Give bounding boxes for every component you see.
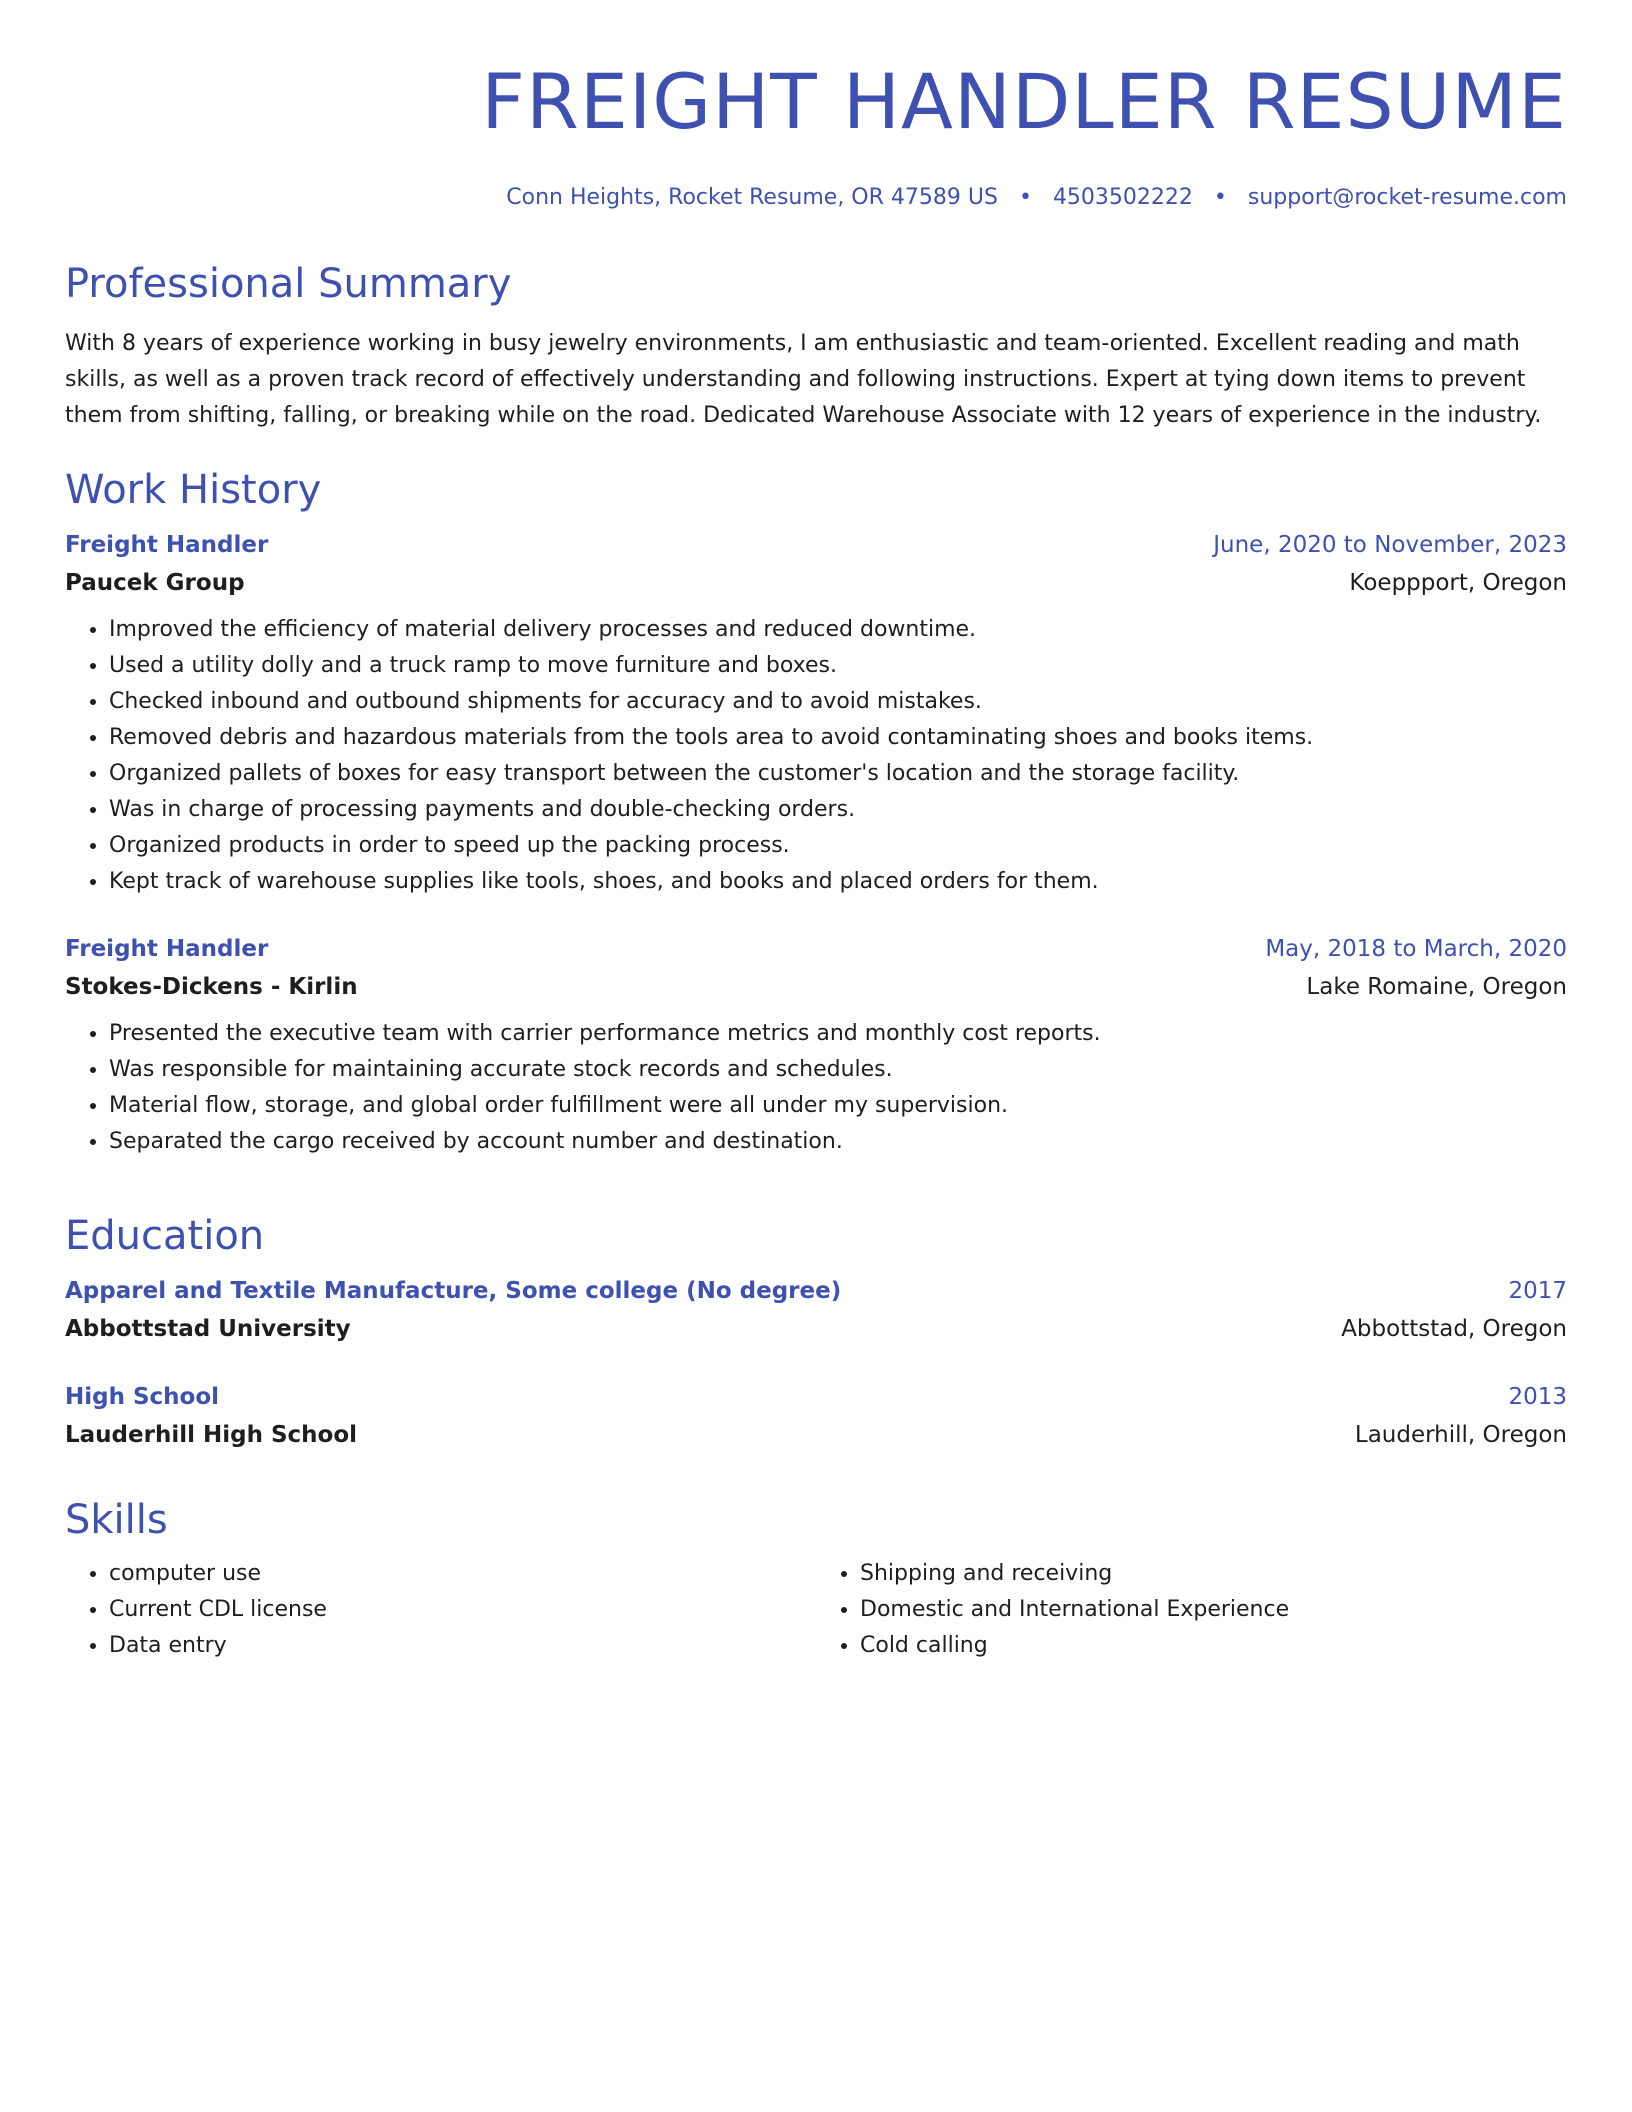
- skills-section: [65, 1494, 1567, 1664]
- education-entry: [65, 1272, 1567, 1348]
- education-location: Lauderhill, Oregon: [1354, 1422, 1567, 1448]
- contact-phone: 4503502222: [1052, 185, 1193, 210]
- education-year: 2013: [1508, 1384, 1567, 1410]
- education-year: 2017: [1508, 1278, 1567, 1304]
- education-location: Abbottstad, Oregon: [1341, 1316, 1567, 1342]
- job-title: Freight Handler: [65, 936, 269, 962]
- skills-list-left: [65, 1556, 816, 1664]
- resume-title: FREIGHT HANDLER RESUME: [481, 57, 1567, 146]
- skill-item: • Cold calling: [860, 1628, 1567, 1664]
- job-bullet: • Organized products in order to speed up the packing process.: [109, 828, 1567, 864]
- skills-heading: Skills: [65, 1497, 168, 1543]
- skill-item: • Shipping and receiving: [860, 1556, 1567, 1592]
- job-bullet: • Separated the cargo received by account number and destination.: [109, 1124, 1567, 1160]
- job-entry: [65, 930, 1567, 1160]
- skill-item: • Domestic and International Experience: [860, 1592, 1567, 1628]
- education-section: [65, 1210, 1567, 1454]
- summary-heading: Professional Summary: [65, 261, 512, 307]
- contact-email: support@rocket-resume.com: [1247, 185, 1567, 210]
- job-bullet: • Organized pallets of boxes for easy transport between the customer's location and the storage facility.: [109, 756, 1567, 792]
- job-bullets: [65, 1016, 1567, 1160]
- skills-list-right: [816, 1556, 1567, 1664]
- job-company: Paucek Group: [65, 570, 245, 596]
- education-school: Lauderhill High School: [65, 1422, 358, 1448]
- education-degree: Apparel and Textile Manufacture, Some college (No degree): [65, 1278, 842, 1304]
- work-history-section: [65, 464, 1567, 1160]
- contact-separator: •: [1018, 185, 1032, 210]
- job-bullet: • Kept track of warehouse supplies like tools, shoes, and books and placed orders for them.: [109, 864, 1567, 900]
- contact-separator: •: [1213, 185, 1227, 210]
- education-entry: [65, 1378, 1567, 1454]
- job-bullet: • Was in charge of processing payments and double-checking orders.: [109, 792, 1567, 828]
- job-dates: May, 2018 to March, 2020: [1265, 936, 1567, 962]
- job-dates: June, 2020 to November, 2023: [1213, 532, 1567, 558]
- skill-item: • computer use: [109, 1556, 816, 1592]
- education-school: Abbottstad University: [65, 1316, 351, 1342]
- education-degree: High School: [65, 1384, 220, 1410]
- skill-item: • Current CDL license: [109, 1592, 816, 1628]
- summary-section: [65, 258, 1567, 434]
- education-heading: Education: [65, 1213, 265, 1259]
- work-history-heading: Work History: [65, 467, 322, 513]
- contact-address: Conn Heights, Rocket Resume, OR 47589 US: [506, 185, 998, 210]
- job-bullet: • Used a utility dolly and a truck ramp to move furniture and boxes.: [109, 648, 1567, 684]
- skills-columns: [65, 1546, 1567, 1664]
- job-bullets: [65, 612, 1567, 900]
- job-location: Lake Romaine, Oregon: [1306, 974, 1567, 1000]
- job-company: Stokes-Dickens - Kirlin: [65, 974, 358, 1000]
- job-title: Freight Handler: [65, 532, 269, 558]
- skill-item: • Data entry: [109, 1628, 816, 1664]
- job-bullet: • Presented the executive team with carrier performance metrics and monthly cost reports.: [109, 1016, 1567, 1052]
- summary-text: With 8 years of experience working in busy jewelry environments, I am enthusiastic and team-oriented. Excellent reading and math skills, as well as a proven track record of effectively understanding and following instructions. Expert at tying down items to prevent them from shifting, falling, or breaking while on the road. Dedicated Warehouse Associate with 12 years of experience in the industry.: [65, 331, 1542, 428]
- job-bullet: • Removed debris and hazardous materials from the tools area to avoid contaminating shoes and books items.: [109, 720, 1567, 756]
- job-bullet: • Improved the efficiency of material delivery processes and reduced downtime.: [109, 612, 1567, 648]
- job-bullet: • Checked inbound and outbound shipments for accuracy and to avoid mistakes.: [109, 684, 1567, 720]
- job-location: Koeppport, Oregon: [1349, 570, 1567, 596]
- job-entry: [65, 526, 1567, 900]
- job-bullet: • Was responsible for maintaining accurate stock records and schedules.: [109, 1052, 1567, 1088]
- contact-line: [506, 182, 1567, 214]
- job-bullet: • Material flow, storage, and global order fulfillment were all under my supervision.: [109, 1088, 1567, 1124]
